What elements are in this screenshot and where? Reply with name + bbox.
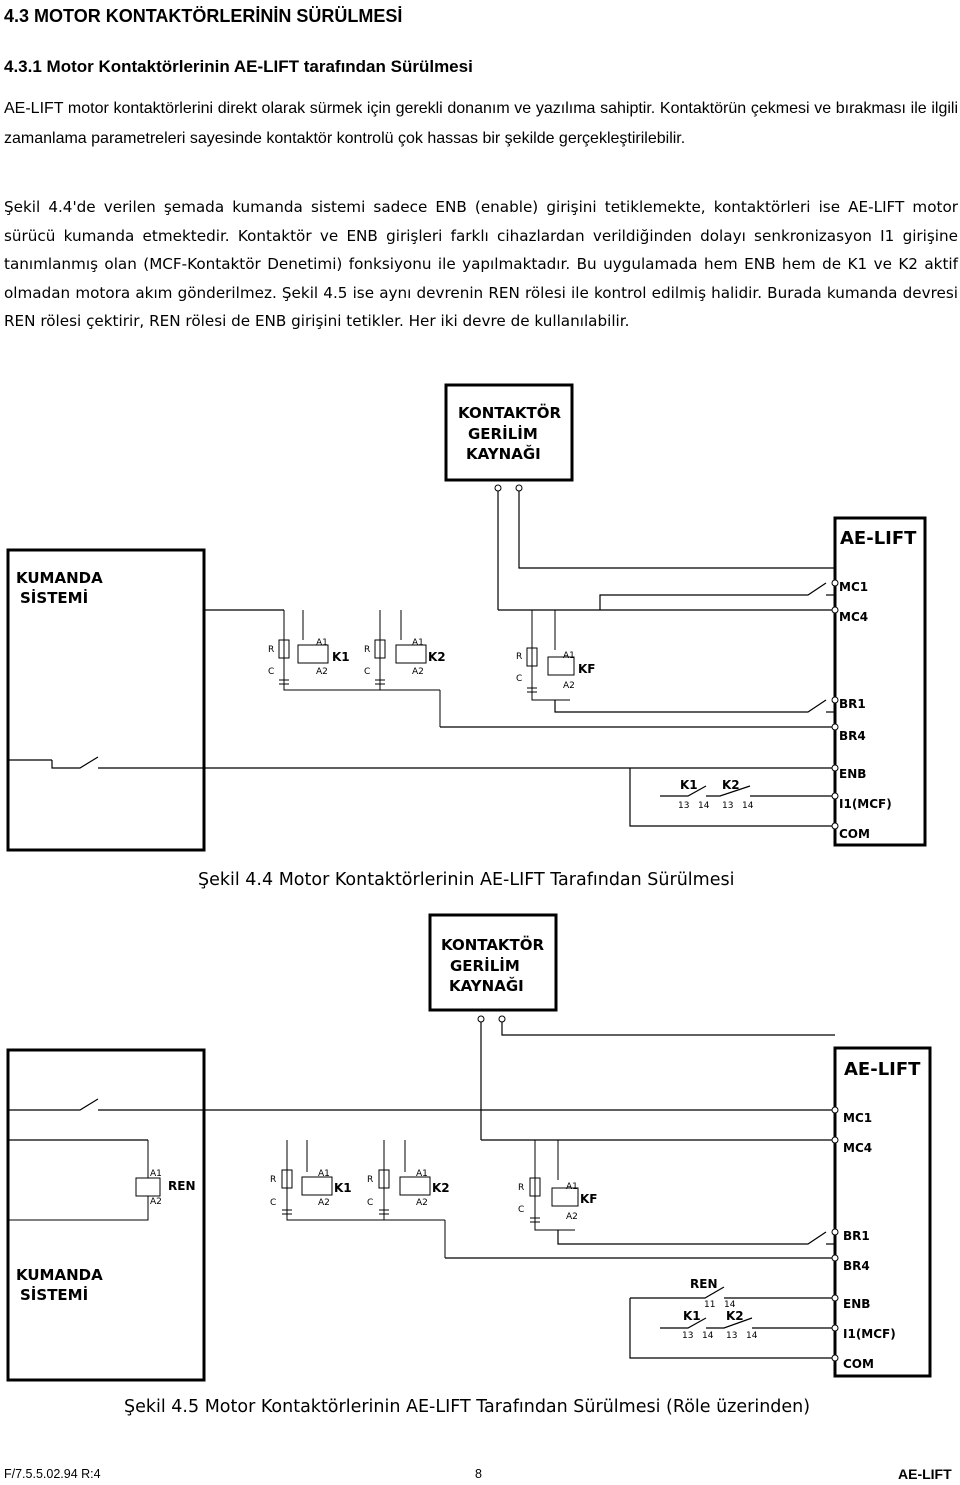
ren-contact-14: 14 [724,1300,736,1310]
supply-label-1: KONTAKTÖR [458,404,562,422]
terminal-mc1: MC1 [839,580,869,594]
kfb-a1-label: A1 [566,1182,578,1192]
aelift-box-label: AE-LIFT [840,528,917,549]
contact-k1-label: K1 [680,778,698,792]
kfb-r-label: R [518,1183,525,1193]
k2b-r-label: R [367,1175,374,1185]
k2-label: K2 [428,650,446,664]
description-paragraph: Şekil 4.4'de verilen şemada kumanda sistemi sadece ENB (enable) girişini tetiklemekte, kontaktörleri ise AE-LIFT motor sürücü kumanda etmektedir. Kontaktör ve ENB girişleri farklı cihazlardan verildiğinden dolayı senkronizasyon I1 girişine tanımlanmış olan (MCF-Kontaktör Denetimi) fonksiyonu ile yapılmaktadır. Bu uygulamada hem ENB hem de K1 ve K2 aktif olmadan motora akım gönderilmez. Şekil 4.5 ise aynı devrenin REN rölesi ile kontrol edilmiş halidir. Burada kumanda devresi REN rölesi çektirir, REN rölesi de ENB girişini tetikler. Her iki devre de kullanılabilir. [4,198,958,330]
k1b-a2-label: A2 [318,1198,330,1208]
k1b-label: K1 [334,1181,352,1195]
contact2-k1-14: 14 [702,1331,714,1341]
intro-paragraph: AE-LIFT motor kontaktörlerini direkt olarak sürmek için gerekli donanım ve yazılıma sahiptir. Kontaktörün çekmesi ve bırakması ile ilgili zamanlama parametreleri sayesinde kontaktör kontrolü çok hassas bir şekilde gerçekleştirilebilir. [4,100,958,147]
contact2-k2-14: 14 [746,1331,758,1341]
kf-c-label: C [516,674,523,684]
k2-r-label: R [364,645,371,655]
terminal2-mc4: MC4 [843,1141,873,1155]
contact-k1-13: 13 [678,801,690,811]
section-heading: 4.3 MOTOR KONTAKTÖRLERİNİN SÜRÜLMESİ [4,6,403,26]
k1b-r-label: R [270,1175,277,1185]
contact-k2-14: 14 [742,801,754,811]
k1-c-label: C [268,667,275,677]
contact2-k1-label: K1 [683,1309,701,1323]
terminal2-i1mcf: I1(MCF) [843,1327,896,1341]
k2-a1-label: A1 [412,638,424,648]
figure-4-4-diagram [0,375,960,870]
figure-4-4-caption: Şekil 4.4 Motor Kontaktörlerinin AE-LIFT Tarafından Sürülmesi [198,870,735,890]
k2b-c-label: C [367,1198,374,1208]
terminal-i1mcf: I1(MCF) [839,797,892,811]
contact2-k1-13: 13 [682,1331,694,1341]
k2-c-label: C [364,667,371,677]
ren-contact-11: 11 [704,1300,716,1310]
kfb-a2-label: A2 [566,1212,578,1222]
terminal2-enb: ENB [843,1297,871,1311]
control-label-2: SİSTEMİ [20,589,89,607]
kfb-label: KF [580,1192,598,1206]
control2-label-1: KUMANDA [16,1266,103,1284]
control-label-1: KUMANDA [16,569,103,587]
k1-label: K1 [332,650,350,664]
contact2-k2-13: 13 [726,1331,738,1341]
kfb-c-label: C [518,1205,525,1215]
figure-4-5-diagram [0,905,960,1395]
terminal-com: COM [839,827,870,841]
k2-a2-label: A2 [412,667,424,677]
k1-a1-label: A1 [316,638,328,648]
terminal-br1: BR1 [839,697,866,711]
kf-a2-label: A2 [563,681,575,691]
figure-4-5-caption: Şekil 4.5 Motor Kontaktörlerinin AE-LIFT Tarafından Sürülmesi (Röle üzerinden) [124,1397,811,1417]
k1-a2-label: A2 [316,667,328,677]
contact-k2-13: 13 [722,801,734,811]
kf-r-label: R [516,652,523,662]
terminal2-br4: BR4 [843,1259,870,1273]
supply2-label-2: GERİLİM [450,957,520,975]
terminal2-com: COM [843,1357,874,1371]
k2b-a1-label: A1 [416,1169,428,1179]
ren-a2-label: A2 [150,1197,162,1207]
terminal2-mc1: MC1 [843,1111,873,1125]
terminal-mc4: MC4 [839,610,869,624]
ren-a1-label: A1 [150,1169,162,1179]
supply2-label-3: KAYNAĞI [449,977,524,995]
terminal2-br1: BR1 [843,1229,870,1243]
terminal-br4: BR4 [839,729,866,743]
k2b-label: K2 [432,1181,450,1195]
document-code: F/7.5.5.02.94 R:4 [4,1467,101,1481]
page-number: 8 [475,1467,482,1481]
supply2-label-1: KONTAKTÖR [441,936,545,954]
ren-label: REN [168,1179,196,1193]
aelift-logo: AE-LIFT [898,1466,952,1482]
k1b-a1-label: A1 [318,1169,330,1179]
subsection-heading: 4.3.1 Motor Kontaktörlerinin AE-LIFT tarafından Sürülmesi [4,57,473,76]
terminal-enb: ENB [839,767,867,781]
k1-r-label: R [268,645,275,655]
k2b-a2-label: A2 [416,1198,428,1208]
ren-contact-label: REN [690,1277,718,1291]
supply-label-2: GERİLİM [468,425,538,443]
aelift2-box-label: AE-LIFT [844,1059,921,1080]
control2-label-2: SİSTEMİ [20,1286,89,1304]
contact-k2-label: K2 [722,778,740,792]
contact-k1-14: 14 [698,801,710,811]
k1b-c-label: C [270,1198,277,1208]
kf-a1-label: A1 [563,651,575,661]
kf-label: KF [578,662,596,676]
supply-label-3: KAYNAĞI [466,445,541,463]
contact2-k2-label: K2 [726,1309,744,1323]
